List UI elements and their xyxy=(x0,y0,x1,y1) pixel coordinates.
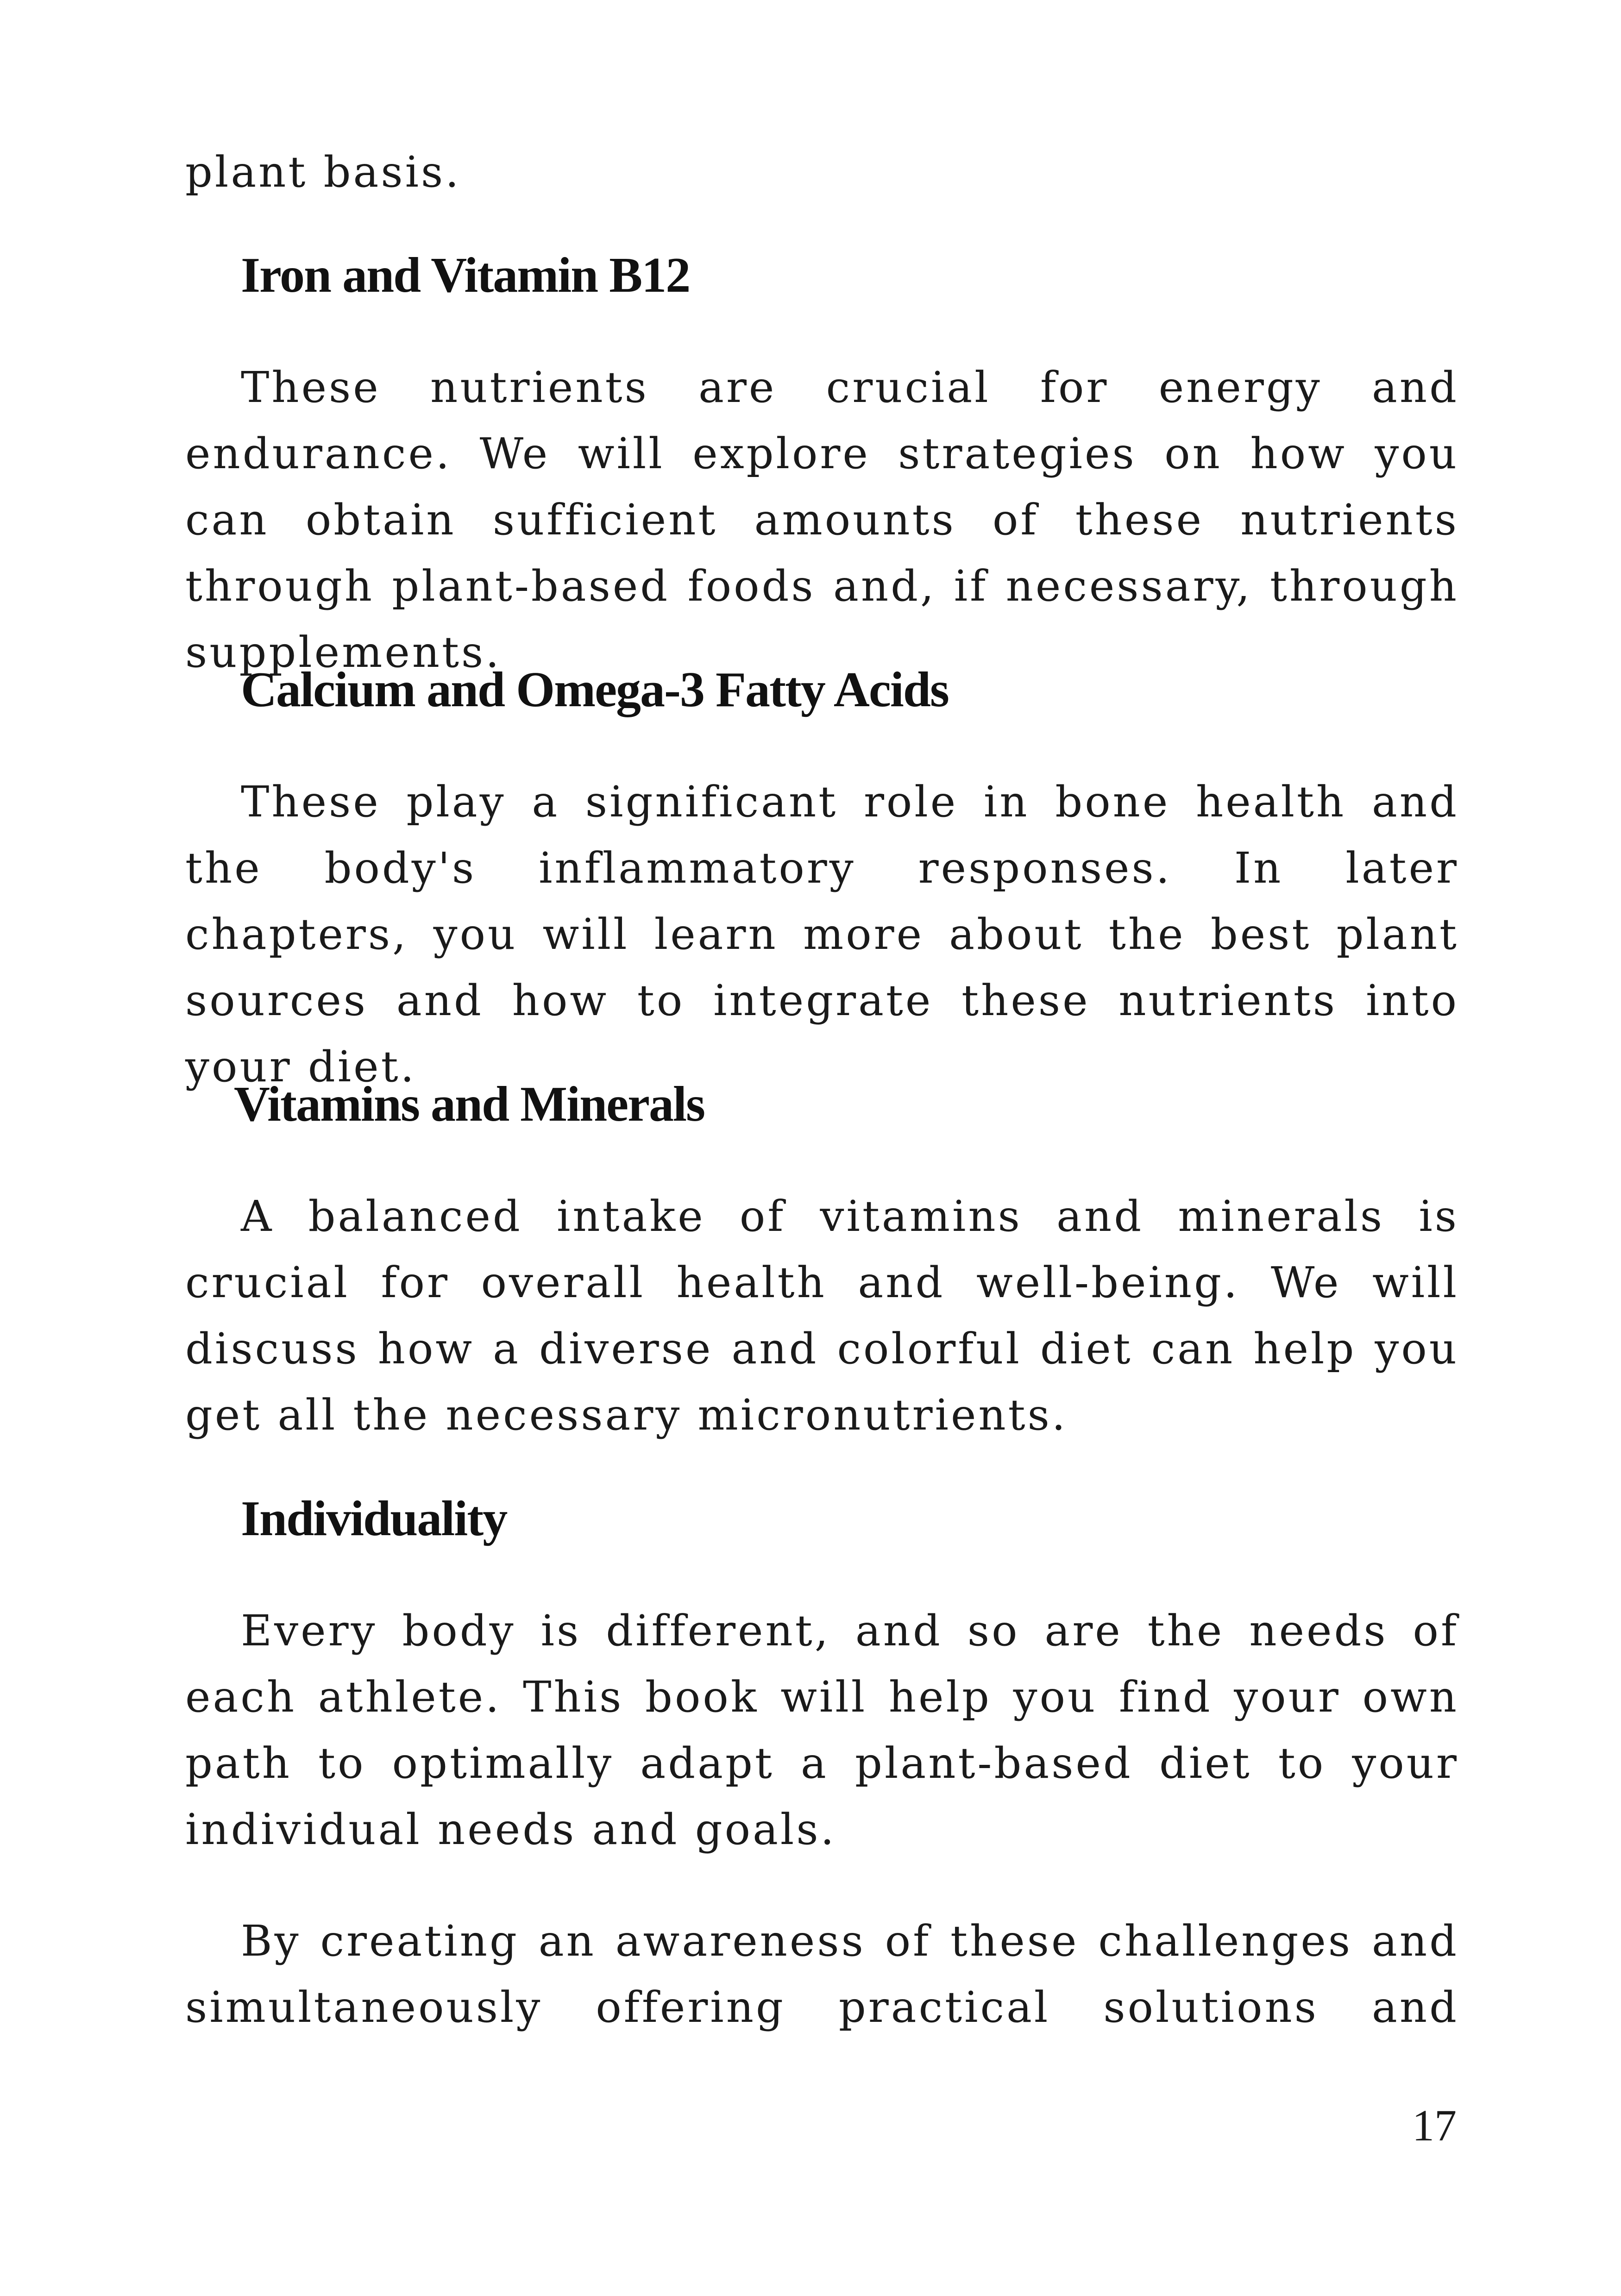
heading-vitamins-minerals: Vitamins and Minerals xyxy=(234,1077,705,1132)
paragraph-individuality: Every body is different, and so are the needs of each athlete. This book will help you find your own path to optimally adapt a plant-based diet to your individual needs and goals. xyxy=(185,1606,1459,1854)
paragraph-iron-b12: These nutrients are crucial for energy and endurance. We will explore strategies on how you can obtain sufficient amounts of these nutrients through plant-based foods and, if necessary, through supplements. xyxy=(185,363,1459,677)
heading-individuality: Individuality xyxy=(241,1491,507,1546)
page-number: 17 xyxy=(1412,2101,1457,2150)
continuation-text: plant basis. xyxy=(185,147,461,197)
paragraph-calcium-omega3: These play a significant role in bone health and the body's inflammatory responses. In later chapters, you will learn more about the best plant sources and how to integrate these nutrients into your diet. xyxy=(185,777,1459,1092)
heading-calcium-omega3: Calcium and Omega-3 Fatty Acids xyxy=(241,662,949,717)
closing-paragraph: By creating an awareness of these challenges and simultaneously offering practical solutions and xyxy=(185,1916,1459,2032)
heading-iron-b12: Iron and Vitamin B12 xyxy=(241,248,690,303)
paragraph-vitamins-minerals: A balanced intake of vitamins and minerals is crucial for overall health and well-being. We will discuss how a diverse and colorful diet can help you get all the necessary micronutrients. xyxy=(185,1192,1459,1440)
